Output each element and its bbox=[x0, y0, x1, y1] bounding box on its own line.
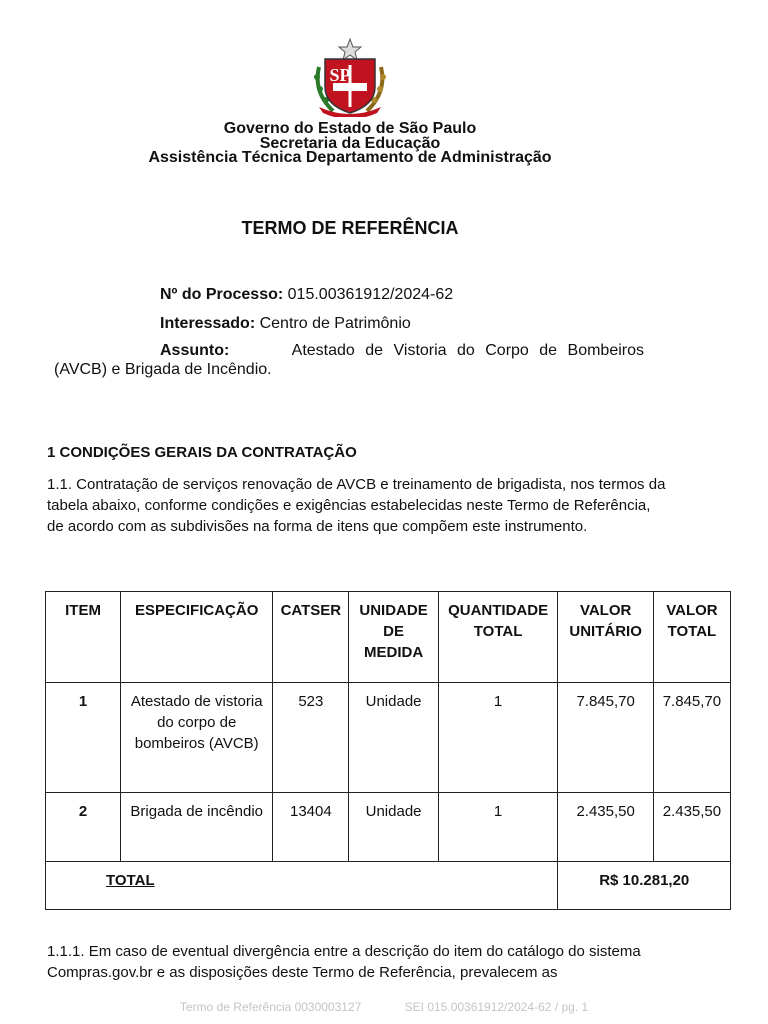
col-header-unit-value: VALOR UNITÁRIO bbox=[558, 592, 653, 683]
col-header-catser: CATSER bbox=[273, 592, 349, 683]
cell-catser: 523 bbox=[273, 683, 349, 793]
subject-line-1 bbox=[160, 341, 644, 361]
cell-quantity: 1 bbox=[438, 683, 558, 793]
total-label: TOTAL bbox=[46, 862, 558, 910]
subject-label: Assunto: bbox=[160, 342, 230, 359]
total-value: R$ 10.281,20 bbox=[558, 862, 731, 910]
cell-item: 2 bbox=[46, 793, 121, 862]
cell-total-value: 2.435,50 bbox=[653, 793, 730, 862]
table-header-row bbox=[46, 592, 731, 683]
footer-document-id: Termo de Referência 0030003127 bbox=[179, 1000, 362, 1014]
col-header-item: ITEM bbox=[46, 592, 121, 683]
paragraph-1-1-1: 1.1.1. Em caso de eventual divergência entre a descrição do item do catálogo do sistema Compras.gov.br e as disposições deste Termo de Referência, prevalecem as bbox=[47, 943, 641, 981]
footer-sei-page: SEI 015.00361912/2024-62 / pg. 1 bbox=[404, 1000, 589, 1014]
header-department: Assistência Técnica Departamento de Administração bbox=[148, 149, 552, 166]
subject-line-2: (AVCB) e Brigada de Incêndio. bbox=[54, 361, 272, 378]
crest-letters: SP bbox=[329, 65, 351, 85]
document-title: TERMO DE REFERÊNCIA bbox=[241, 218, 459, 238]
cell-specification: Brigada de incêndio bbox=[121, 793, 273, 862]
cell-unit: Unidade bbox=[349, 683, 438, 793]
cell-catser: 13404 bbox=[273, 793, 349, 862]
section-heading: 1 CONDIÇÕES GERAIS DA CONTRATAÇÃO bbox=[47, 444, 357, 461]
page-footer bbox=[0, 1000, 768, 1014]
sao-paulo-crest-logo bbox=[311, 37, 389, 117]
col-header-unit: UNIDADE DE MEDIDA bbox=[349, 592, 438, 683]
cell-unit-value: 7.845,70 bbox=[558, 683, 653, 793]
cell-quantity: 1 bbox=[438, 793, 558, 862]
items-table bbox=[45, 591, 731, 910]
col-header-quantity: QUANTIDADE TOTAL bbox=[438, 592, 558, 683]
header-government: Governo do Estado de São Paulo bbox=[223, 120, 477, 137]
interested-value: Centro de Patrimônio bbox=[259, 315, 411, 332]
interested-label: Interessado: bbox=[160, 315, 256, 332]
cell-item: 1 bbox=[46, 683, 121, 793]
subject-value: Atestado de Vistoria do Corpo de Bombeiros bbox=[291, 342, 644, 359]
process-number bbox=[160, 285, 453, 305]
table-row bbox=[46, 683, 731, 793]
cell-total-value: 7.845,70 bbox=[653, 683, 730, 793]
header-secretariat: Secretaria da Educação bbox=[259, 135, 441, 152]
col-header-total-value: VALOR TOTAL bbox=[653, 592, 730, 683]
cell-unit-value: 2.435,50 bbox=[558, 793, 653, 862]
col-header-specification: ESPECIFICAÇÃO bbox=[121, 592, 273, 683]
process-value: 015.00361912/2024-62 bbox=[287, 286, 454, 303]
cell-specification: Atestado de vistoria do corpo de bombeiros (AVCB) bbox=[121, 683, 273, 793]
interested-party bbox=[160, 314, 411, 334]
cell-unit: Unidade bbox=[349, 793, 438, 862]
table-row bbox=[46, 793, 731, 862]
paragraph-1-1: 1.1. Contratação de serviços renovação de AVCB e treinamento de brigadista, nos termos da tabela abaixo, conforme condições e exigências estabelecidas neste Termo de Referência, de acordo com as subdivisões na forma de itens que compõem este instrumento. bbox=[47, 476, 666, 535]
process-label: Nº do Processo: bbox=[160, 286, 284, 303]
table-total-row bbox=[46, 862, 731, 910]
